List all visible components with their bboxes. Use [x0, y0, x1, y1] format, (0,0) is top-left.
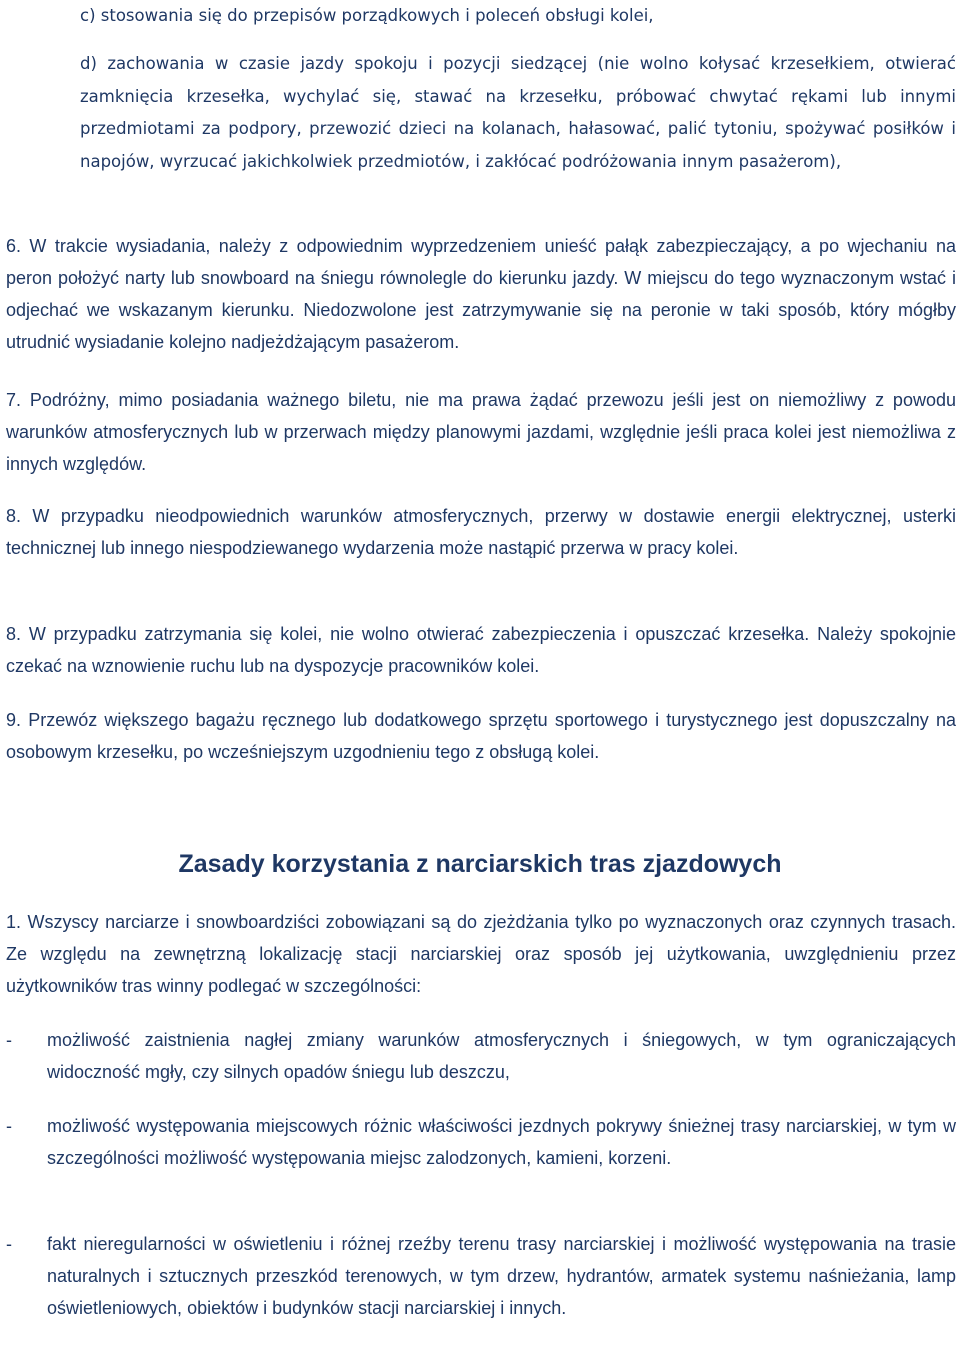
paragraph-9: 9. Przewóz większego bagażu ręcznego lub dodatkowego sprzętu sportowego i turystycznego jest dopuszczalny na osobowym krzesełku, po wcześniejszym uzgodnieniu tego z obsługą kolei. [6, 710, 956, 762]
bullet-text: możliwość zaistnienia nagłej zmiany warunków atmosferycznych i śniegowych, w tym ograniczających widoczność mgły, czy silnych opadów śniegu lub deszczu, [47, 1030, 956, 1082]
section-title: Zasady korzystania z narciarskich tras zjazdowych [178, 850, 782, 878]
bullet-dash: - [6, 1234, 12, 1254]
bullet-text: możliwość występowania miejscowych różnic właściwości jezdnych pokrywy śnieżnej trasy narciarskiej, w tym w szczególności możliwość występowania miejsc zalodzonych, kamieni, korzeni. [47, 1116, 956, 1168]
list-item-d: d) zachowania w czasie jazdy spokoju i pozycji siedzącej (nie wolno kołysać krzesełkiem, otwierać zamknięcia krzesełka, wychylać się, stawać na krzesełku, próbować chwytać rękami lub innymi przedmiotami za podpory, przewozić dzieci na kolanach, hałasować, palić tytoniu, spożywać posiłków i napojów, wyrzucać jakichkolwiek przedmiotów, i zakłócać podróżowania innym pasażerom), [80, 54, 956, 171]
bullet-dash: - [6, 1030, 12, 1050]
paragraph-7: 7. Podróżny, mimo posiadania ważnego biletu, nie ma prawa żądać przewozu jeśli jest on niemożliwy z powodu warunków atmosferycznych lub w przerwach między planowymi jazdami, względnie jeśli praca kolei jest niemożliwa z innych względów. [6, 390, 956, 474]
bullet-dash: - [6, 1116, 12, 1136]
paragraph-8-weather: 8. W przypadku nieodpowiednich warunków atmosferycznych, przerwy w dostawie energii elektrycznej, usterki technicznej lub innego niespodziewanego wydarzenia może nastąpić przerwa w pracy kolei. [6, 506, 956, 558]
bullet-text: fakt nieregularności w oświetleniu i różnej rzeźby terenu trasy narciarskiej i możliwość występowania na trasie naturalnych i sztucznych przeszkód terenowych, w tym drzew, hydrantów, armatek systemu naśnieżania, lamp oświetleniowych, obiektów i budynków stacji narciarskiej i innych. [47, 1234, 956, 1318]
rule-1: 1. Wszyscy narciarze i snowboardziści zobowiązani są do zjeżdżania tylko po wyznaczonych oraz czynnych trasach. Ze względu na zewnętrzną lokalizację stacji narciarskiej oraz sposób jej użytkowania, uwzględnieniu przez użytkowników tras winny podlegać w szczególności: [6, 912, 956, 996]
list-item-c: c) stosowania się do przepisów porządkowych i poleceń obsługi kolei, [80, 6, 654, 25]
paragraph-6: 6. W trakcie wysiadania, należy z odpowiednim wyprzedzeniem unieść pałąk zabezpieczający, a po wjechaniu na peron położyć narty lub snowboard na śniegu równolegle do kierunku jazdy. W miejscu do tego wyznaczonym wstać i odjechać we wskazanym kierunku. Niedozwolone jest zatrzymywanie się na peronie w taki sposób, który mógłby utrudnić wysiadanie kolejno nadjeżdżającym pasażerom. [6, 236, 956, 352]
paragraph-8-stop: 8. W przypadku zatrzymania się kolei, nie wolno otwierać zabezpieczenia i opuszczać krzesełka. Należy spokojnie czekać na wznowienie ruchu lub na dyspozycje pracowników kolei. [6, 624, 956, 676]
